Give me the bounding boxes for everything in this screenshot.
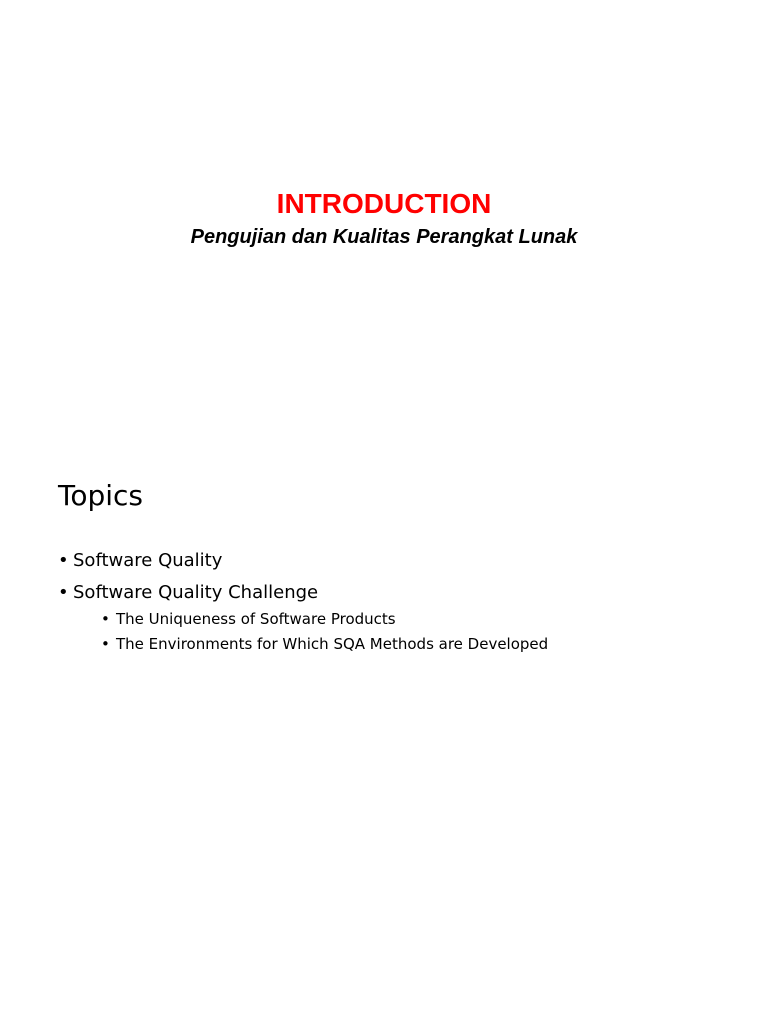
slide-title: INTRODUCTION — [276, 188, 492, 219]
list-item-label: Software Quality — [73, 550, 223, 571]
sub-list-item-label: The Environments for Which SQA Methods are Developed — [116, 635, 549, 653]
sub-list-item — [101, 607, 548, 631]
bullet-icon: • — [58, 582, 69, 603]
list-item-label: Software Quality Challenge — [73, 582, 319, 603]
sub-list-item-label: The Uniqueness of Software Products — [116, 610, 396, 628]
topics-slide — [0, 432, 768, 1024]
sub-list-item — [101, 632, 548, 656]
title-slide — [0, 0, 768, 432]
list-item — [58, 548, 548, 574]
slide-subtitle: Pengujian dan Kualitas Perangkat Lunak — [190, 226, 578, 248]
bullet-icon: • — [101, 610, 110, 628]
bullet-icon: • — [58, 550, 69, 571]
sub-topics-list — [73, 607, 548, 656]
topics-heading: Topics — [58, 479, 144, 512]
list-item — [58, 580, 548, 656]
bullet-icon: • — [101, 635, 110, 653]
topics-list — [58, 548, 548, 662]
